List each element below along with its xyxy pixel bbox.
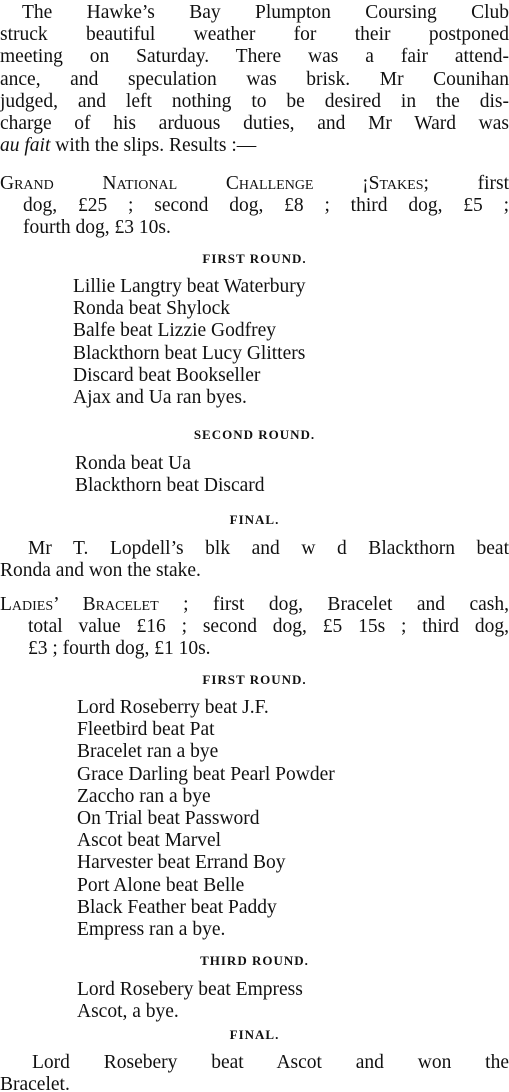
ladies-bracelet-paragraph	[0, 594, 509, 661]
list-item: Grace Darling beat Pearl Powder	[77, 763, 335, 785]
gn-first-round-heading: FIRST ROUND.	[202, 251, 307, 266]
list-item: Ascot beat Marvel	[77, 830, 222, 852]
bracelet-line: total value £16 ; second dog, £5 15s ; third dog,	[28, 616, 509, 638]
intro-line: judged, and left nothing to be desired in the dis-	[0, 90, 509, 112]
bracelet-line: £3 ; fourth dog, £1 10s.	[28, 638, 211, 660]
lb-third-round-heading: THIRD ROUND.	[200, 953, 309, 968]
gn-final-line: Ronda and won the stake.	[0, 560, 201, 582]
gn-final-paragraph	[0, 538, 509, 582]
grand-national-line: fourth dog, £3 10s.	[23, 217, 171, 239]
gn-second-round-heading: SECOND ROUND.	[193, 427, 316, 442]
list-item: Fleetbird beat Pat	[77, 719, 215, 741]
intro-italic-phrase: au fait	[0, 135, 51, 157]
intro-line: meeting on Saturday. There was a fair attend-	[0, 46, 509, 68]
gn-final-line: Mr T. Lopdell’s blk and w d Blackthorn beat	[28, 538, 509, 559]
list-item: Harvester beat Errand Boy	[77, 852, 286, 874]
lb-final-paragraph	[0, 1052, 509, 1092]
list-item: Balfe beat Lizzie Godfrey	[73, 320, 277, 342]
intro-last-line	[0, 135, 509, 157]
gn-first-round-list	[73, 276, 306, 409]
grand-national-line: dog, £25 ; second dog, £8 ; third dog, £5 ;	[23, 195, 509, 217]
list-item: On Trial beat Password	[77, 808, 260, 830]
list-item: Black Feather beat Paddy	[77, 896, 277, 918]
lb-third-round-list	[77, 979, 303, 1023]
lb-final-line: Bracelet.	[0, 1074, 70, 1092]
grand-national-paragraph	[0, 173, 509, 240]
list-item: Ajax and Ua ran byes.	[73, 387, 247, 409]
list-item: Ronda beat Shylock	[73, 298, 231, 320]
list-item: Blackthorn beat Discard	[75, 475, 265, 497]
list-item: Lord Roseberry beat J.F.	[77, 697, 269, 718]
list-item: Ronda beat Ua	[75, 453, 191, 474]
list-item: Discard beat Bookseller	[73, 364, 261, 386]
intro-line: struck beautiful weather for their postponed	[0, 24, 509, 46]
list-item: Zaccho ran a bye	[77, 785, 211, 807]
list-item: Empress ran a bye.	[77, 919, 226, 941]
intro-paragraph	[0, 2, 509, 157]
grand-national-line	[0, 173, 509, 195]
grand-national-title: Grand National Challenge ¡Stakes	[0, 173, 424, 194]
list-item: Port Alone beat Belle	[77, 874, 245, 896]
grand-national-text: ; first	[423, 173, 509, 194]
bracelet-text: ; first dog, Bracelet and cash,	[158, 594, 509, 615]
intro-line: The Hawke’s Bay Plumpton Coursing Club	[22, 2, 509, 23]
list-item: Ascot, a bye.	[77, 1001, 179, 1023]
list-item: Blackthorn beat Lucy Glitters	[73, 342, 306, 364]
list-item: Lord Rosebery beat Empress	[77, 979, 303, 1000]
list-item: Bracelet ran a bye	[77, 741, 219, 763]
bracelet-line	[0, 594, 509, 616]
intro-line: charge of his arduous duties, and Mr Ward was	[0, 113, 509, 135]
lb-first-round-heading: FIRST ROUND.	[202, 672, 307, 687]
lb-first-round-list	[77, 697, 335, 941]
intro-line: ance, and speculation was brisk. Mr Counihan	[0, 68, 509, 90]
bracelet-title: Ladies’ Bracelet	[0, 594, 159, 615]
intro-last-text: with the slips. Results :—	[50, 135, 257, 157]
gn-final-heading: FINAL.	[229, 512, 280, 527]
lb-final-heading: FINAL.	[229, 1027, 280, 1042]
list-item: Lillie Langtry beat Waterbury	[73, 276, 306, 297]
gn-second-round-list	[75, 453, 265, 497]
lb-final-line: Lord Rosebery beat Ascot and won the	[32, 1052, 509, 1073]
